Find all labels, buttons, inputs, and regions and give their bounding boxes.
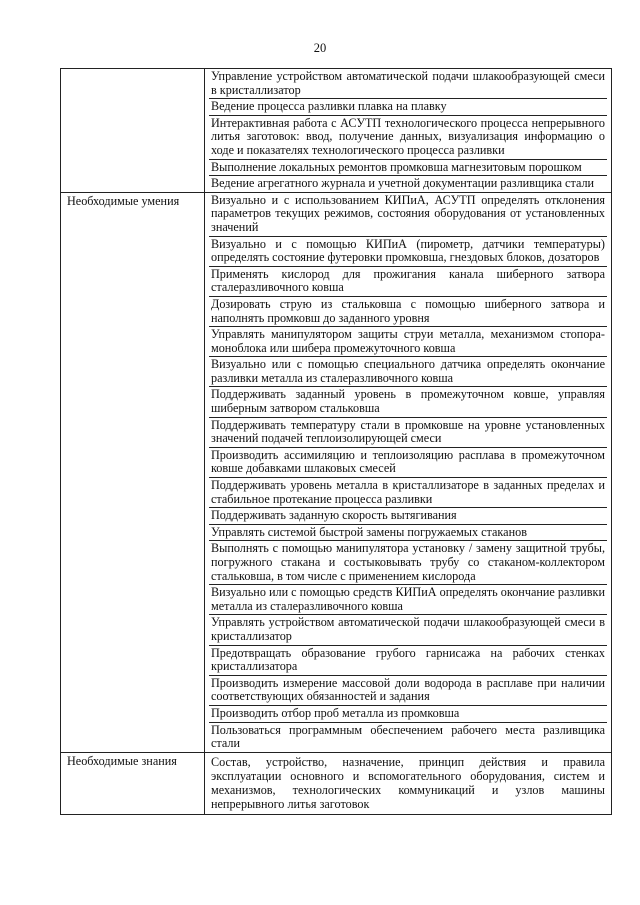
- row-label: [67, 69, 204, 70]
- list-item: Ведение процесса разливки плавка на плавку: [209, 99, 607, 116]
- list-item: Предотвращать образование грубого гарнисажа на рабочих стенках кристаллизатора: [209, 646, 607, 676]
- list-item: Интерактивная работа с АСУТП технологического процесса непрерывного литья заготовок: ввод, получение данных, визуализация информацию о ходе и показателях технологического процесса разливки: [209, 116, 607, 160]
- list-item: Поддерживать уровень металла в кристаллизаторе в заданных пределах и стабильное протекание процесса разливки: [209, 478, 607, 508]
- list-item: Управление устройством автоматической подачи шлакообразующей смеси в кристаллизатор: [209, 69, 607, 99]
- list-item: Поддерживать заданную скорость вытягивания: [209, 508, 607, 525]
- row-label-cell: [61, 752, 205, 814]
- list-item: Управлять системой быстрой замены погружаемых стаканов: [209, 525, 607, 542]
- row-label-cell: [61, 192, 205, 752]
- list-item: Визуально и с помощью КИПиА (пирометр, датчики температуры) определять состояние футеровки промковша, гнездовых блоков, дозаторов: [209, 237, 607, 267]
- items-cell: [205, 69, 612, 193]
- row-label: Необходимые умения: [67, 193, 180, 208]
- page-number: 20: [313, 41, 327, 55]
- list-item: Производить отбор проб металла из промковша: [209, 706, 607, 723]
- items-cell: [205, 752, 612, 814]
- list-item: Выполнять с помощью манипулятора установку / замену защитной трубы, погружного стакана и состыковывать трубу со стаканом-коллектором стальковша, в том числе с применением кислорода: [209, 541, 607, 585]
- list-item: Пользоваться программным обеспечением рабочего места разливщика стали: [211, 722, 605, 751]
- items-cell: [205, 192, 612, 752]
- list-item: Визуально или с помощью средств КИПиА определять окончание разливки металла из сталеразливочного ковша: [209, 585, 607, 615]
- list-item: Выполнение локальных ремонтов промковша магнезитовым порошком: [209, 160, 607, 177]
- list-item: Производить ассимиляцию и теплоизоляцию расплава в промежуточном ковше добавками шлаковых смесей: [209, 448, 607, 478]
- row-label: Необходимые знания: [67, 753, 177, 768]
- list-item: Дозировать струю из стальковша с помощью шиберного затвора и наполнять промковш до заданного уровня: [209, 297, 607, 327]
- list-item: Производить измерение массовой доли водорода в расплаве при наличии соответствующих обязанностей и задания: [209, 676, 607, 706]
- list-item: Визуально или с помощью специального датчика определять окончание разливки металла из сталеразливочного ковша: [209, 357, 607, 387]
- row-label-cell: [61, 69, 205, 193]
- list-item: Поддерживать заданный уровень в промежуточном ковше, управляя шиберным затвором стальковша: [209, 387, 607, 417]
- list-item: Визуально и с использованием КИПиА, АСУТП определять отклонения параметров текущих режимов, состояния оборудования от установленных значений: [209, 193, 607, 237]
- list-item: Применять кислород для прожигания канала шиберного затвора сталеразливочного ковша: [209, 267, 607, 297]
- list-item: Ведение агрегатного журнала и учетной документации разливщика стали: [211, 176, 595, 191]
- table-row: [61, 752, 612, 814]
- list-item: Управлять устройством автоматической подачи шлакообразующей смеси в кристаллизатор: [209, 615, 607, 645]
- list-item: Управлять манипулятором защиты струи металла, механизмом стопора-моноблока или шибера промежуточного ковша: [209, 327, 607, 357]
- list-item: Состав, устройство, назначение, принцип действия и правила эксплуатации основного и вспомогательного оборудования, систем и механизмов, технологических коммуникаций и узлов машины непрерывного литья заготовок: [211, 754, 605, 812]
- list-item: Поддерживать температуру стали в промковше на уровне установленных значений подачей теплоизолирующей смеси: [209, 418, 607, 448]
- table-row: [61, 192, 612, 752]
- requirements-table: [60, 68, 612, 815]
- table-row: [61, 69, 612, 193]
